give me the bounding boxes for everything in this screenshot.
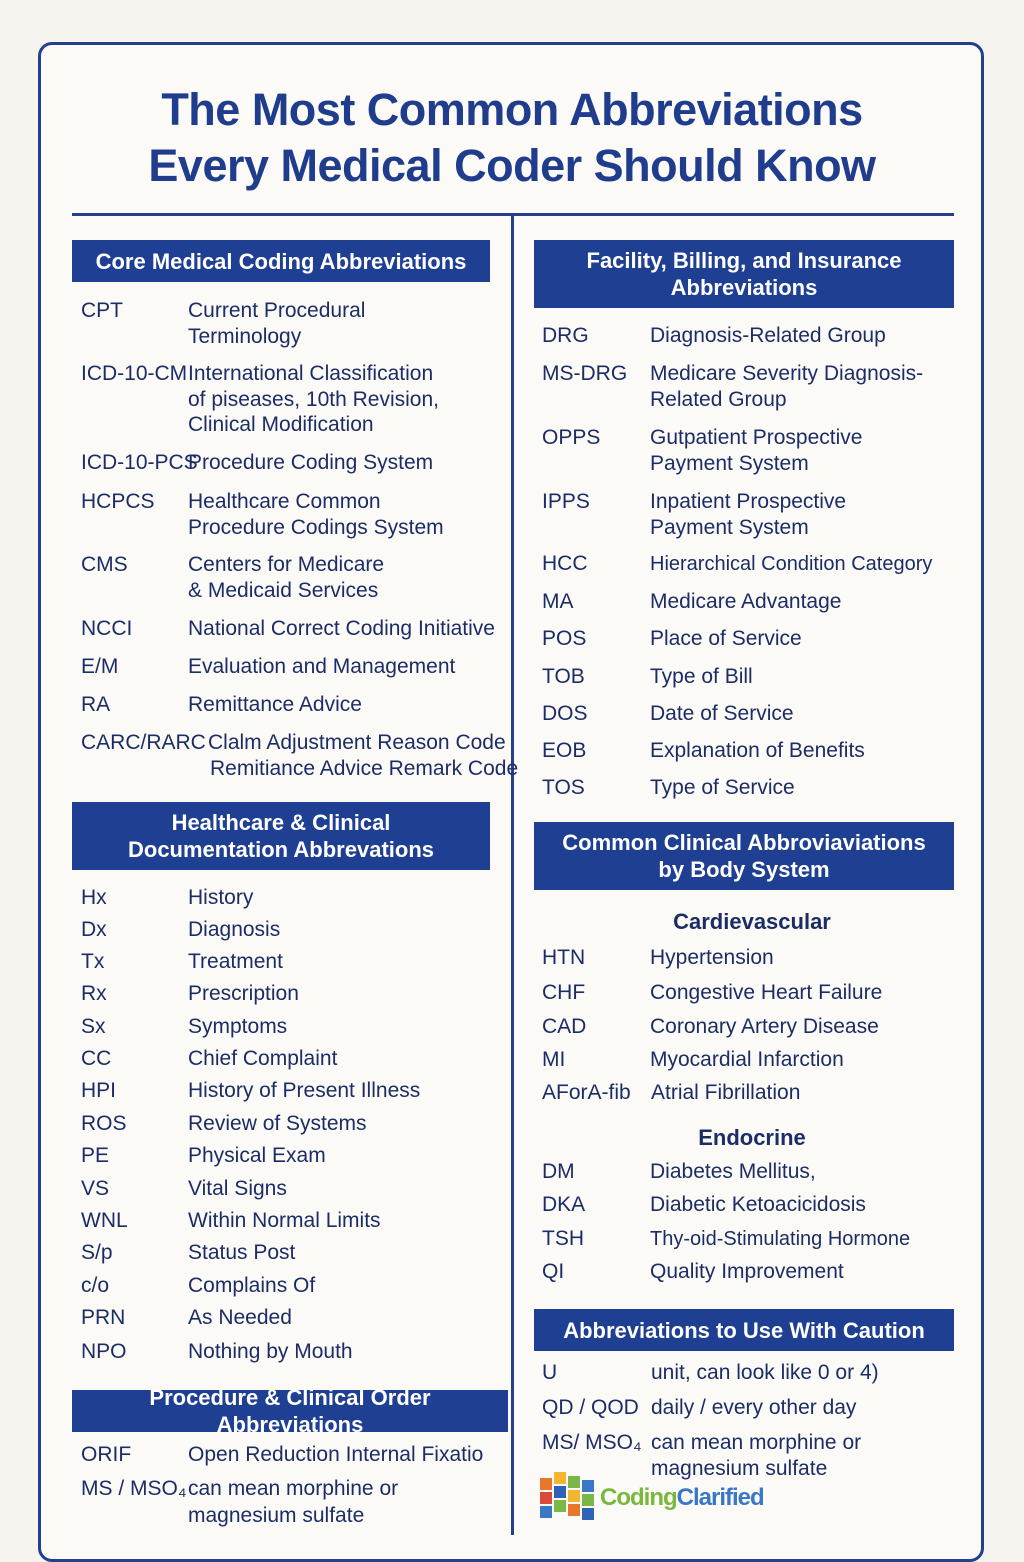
definition: Diabetic Ketoacicidosis <box>650 1193 866 1216</box>
abbr: HTN <box>542 946 586 969</box>
definition: daily / every other day <box>651 1396 857 1419</box>
abbr: PRN <box>81 1306 126 1329</box>
definition: Remittance Advice <box>188 693 362 716</box>
abbr: CAD <box>542 1015 587 1038</box>
cardio-subheading: Cardievascular <box>673 909 831 934</box>
abbr: MI <box>542 1048 566 1071</box>
abbr: QD / QOD <box>542 1396 639 1419</box>
definition: Explanation of Benefits <box>650 739 865 762</box>
abbr: MS / MSO₄ <box>81 1477 187 1500</box>
abbr: ROS <box>81 1112 127 1135</box>
definition: Gutpatient Prospective <box>650 426 863 449</box>
abbr: RA <box>81 693 111 716</box>
abbr: EOB <box>542 739 587 762</box>
logo-text-clarified: Clarified <box>676 1484 764 1511</box>
coding-clarified-logo <box>538 1470 764 1530</box>
definition: Within Normal Limits <box>188 1209 381 1232</box>
clinical-header-line-1: Healthcare & Clinical <box>171 810 391 835</box>
caution-header-text: Abbreviations to Use With Caution <box>563 1317 925 1343</box>
abbr: U <box>542 1361 558 1384</box>
definition: magnesium sulfate <box>188 1504 365 1527</box>
abbr: Rx <box>81 982 107 1005</box>
page-title <box>0 82 1024 194</box>
abbr: CC <box>81 1047 112 1070</box>
abbr: ORIF <box>81 1443 132 1466</box>
definition: International Classification <box>188 362 434 385</box>
abbr: c/o <box>81 1274 110 1297</box>
definition: Diagnosis <box>188 918 281 941</box>
abbr: NPO <box>81 1340 127 1363</box>
clinical-header-line-2: Documentation Abbrevations <box>128 837 434 862</box>
abbr: ICD-10-CM <box>81 362 188 385</box>
definition: Open Reduction Internal Fixatio <box>188 1443 484 1466</box>
title-line-2: Every Medical Coder Should Know <box>148 140 876 191</box>
facility-header-line-1: Facility, Billing, and Insurance <box>586 248 902 273</box>
title-line-1: The Most Common Abbreviations <box>161 84 863 135</box>
abbr: TOB <box>542 665 585 688</box>
definition: Healthcare Common <box>188 490 381 513</box>
abbr: POS <box>542 627 587 650</box>
definition: Review of Systems <box>188 1112 367 1135</box>
core-section-header <box>72 240 490 282</box>
procedure-section-header <box>72 1385 508 1437</box>
abbr: MS-DRG <box>542 362 628 385</box>
definition: Remitiance Advice Remark Code <box>210 757 519 780</box>
abbr: Tx <box>81 950 105 973</box>
definition: Vital Signs <box>188 1177 287 1200</box>
definition: Nothing by Mouth <box>188 1340 353 1363</box>
abbr: VS <box>81 1177 110 1200</box>
definition: Quality Improvement <box>650 1260 844 1283</box>
abbr: AForA-fib <box>542 1081 631 1104</box>
definition: Diabetes Mellitus, <box>650 1160 816 1183</box>
definition: Current Procedural <box>188 299 366 322</box>
abbr: OPPS <box>542 426 601 449</box>
definition: can mean morphine or <box>188 1477 399 1500</box>
abbr: DM <box>542 1160 575 1183</box>
abbr: HPI <box>81 1079 117 1102</box>
abbr: PE <box>81 1144 110 1167</box>
definition: Type of Bill <box>650 665 753 688</box>
definition: & Medicaid Services <box>188 579 379 602</box>
definition: History of Present Illness <box>188 1079 421 1102</box>
abbr: MA <box>542 590 574 613</box>
definition: Atrial Fibrillation <box>651 1081 801 1104</box>
definition: Medicare Advantage <box>650 590 842 613</box>
abbr: TOS <box>542 776 585 799</box>
abbr: HCPCS <box>81 490 155 513</box>
body-system-header-line-1: Common Clinical Abbroviaviations <box>562 830 926 855</box>
definition: of piseases, 10th Revision, <box>188 388 439 411</box>
abbr: Hx <box>81 886 107 909</box>
definition: Payment System <box>650 452 809 475</box>
body-system-header-line-2: by Body System <box>658 857 830 882</box>
definition: Coronary Artery Disease <box>650 1015 879 1038</box>
definition: Myocardial Infarction <box>650 1048 844 1071</box>
abbr: E/M <box>81 655 119 678</box>
definition: Place of Service <box>650 627 802 650</box>
abbr: DRG <box>542 324 589 347</box>
abbr: TSH <box>542 1227 584 1250</box>
definition: Diagnosis-Related Group <box>650 324 886 347</box>
logo-grid-icon <box>538 1470 596 1528</box>
caution-section-header <box>534 1309 954 1351</box>
definition: Symptoms <box>188 1015 288 1038</box>
definition: Date of Service <box>650 702 794 725</box>
column-divider <box>511 216 514 1535</box>
abbr: DOS <box>542 702 588 725</box>
definition: Hypertension <box>650 946 774 969</box>
abbr: MS/ MSO₄ <box>542 1431 642 1454</box>
definition: Terminology <box>188 325 302 348</box>
definition: Procedure Coding System <box>188 451 434 474</box>
definition: Clalm Adjustment Reason Code <box>208 731 506 754</box>
logo-text-coding: Coding <box>600 1484 677 1511</box>
endo-subheading: Endocrine <box>698 1125 806 1150</box>
definition: Complains Of <box>188 1274 316 1297</box>
definition: magnesium sulfate <box>651 1457 828 1480</box>
definition: As Needed <box>188 1306 292 1329</box>
logo-wordmark <box>600 1484 764 1512</box>
definition: Evaluation and Management <box>188 655 456 678</box>
definition: Centers for Medicare <box>188 553 385 576</box>
abbr: QI <box>542 1260 565 1283</box>
definition: Thy-oid-Stimulating Hormone <box>650 1228 911 1250</box>
facility-section-header <box>534 240 954 308</box>
definition: National Correct Coding Initiative <box>188 617 495 640</box>
definition: Physical Exam <box>188 1144 326 1167</box>
definition: History <box>188 886 254 909</box>
abbr: DKA <box>542 1193 586 1216</box>
definition: Congestive Heart Failure <box>650 981 883 1004</box>
abbr: Dx <box>81 918 107 941</box>
body-system-section-header <box>534 822 954 890</box>
definition: Hierarchical Condition Category <box>650 553 933 575</box>
definition: Type of Service <box>650 776 795 799</box>
definition: unit, can look like 0 or 4) <box>651 1361 879 1384</box>
facility-header-line-2: Abbreviations <box>670 275 818 300</box>
clinical-section-header <box>72 802 490 870</box>
definition: Medicare Severity Diagnosis- <box>650 362 924 385</box>
abbr: ICD-10-PCS <box>81 451 198 474</box>
abbr: Sx <box>81 1015 106 1038</box>
abbr: S/p <box>81 1241 113 1264</box>
definition: can mean morphine or <box>651 1431 862 1454</box>
definition: Status Post <box>188 1241 296 1264</box>
core-header-text: Core Medical Coding Abbreviations <box>95 248 467 274</box>
definition: Procedure Codings System <box>188 516 444 539</box>
abbr: CMS <box>81 553 128 576</box>
definition: Prescription <box>188 982 299 1005</box>
abbr: WNL <box>81 1209 128 1232</box>
definition: Chief Complaint <box>188 1047 338 1070</box>
abbr: HCC <box>542 552 588 575</box>
definition: Clinical Modification <box>188 413 374 436</box>
procedure-header-text: Procedure & Clinical Order Abbreviations <box>149 1385 431 1437</box>
definition: Payment System <box>650 516 809 539</box>
definition: Related Group <box>650 388 787 411</box>
definition: Treatment <box>188 950 283 973</box>
abbr: IPPS <box>542 490 590 513</box>
abbr: NCCI <box>81 617 133 640</box>
abbr: CHF <box>542 981 586 1004</box>
definition: Inpatient Prospective <box>650 490 847 513</box>
abbr: CPT <box>81 299 123 322</box>
abbr: CARC/RARC <box>81 731 206 754</box>
